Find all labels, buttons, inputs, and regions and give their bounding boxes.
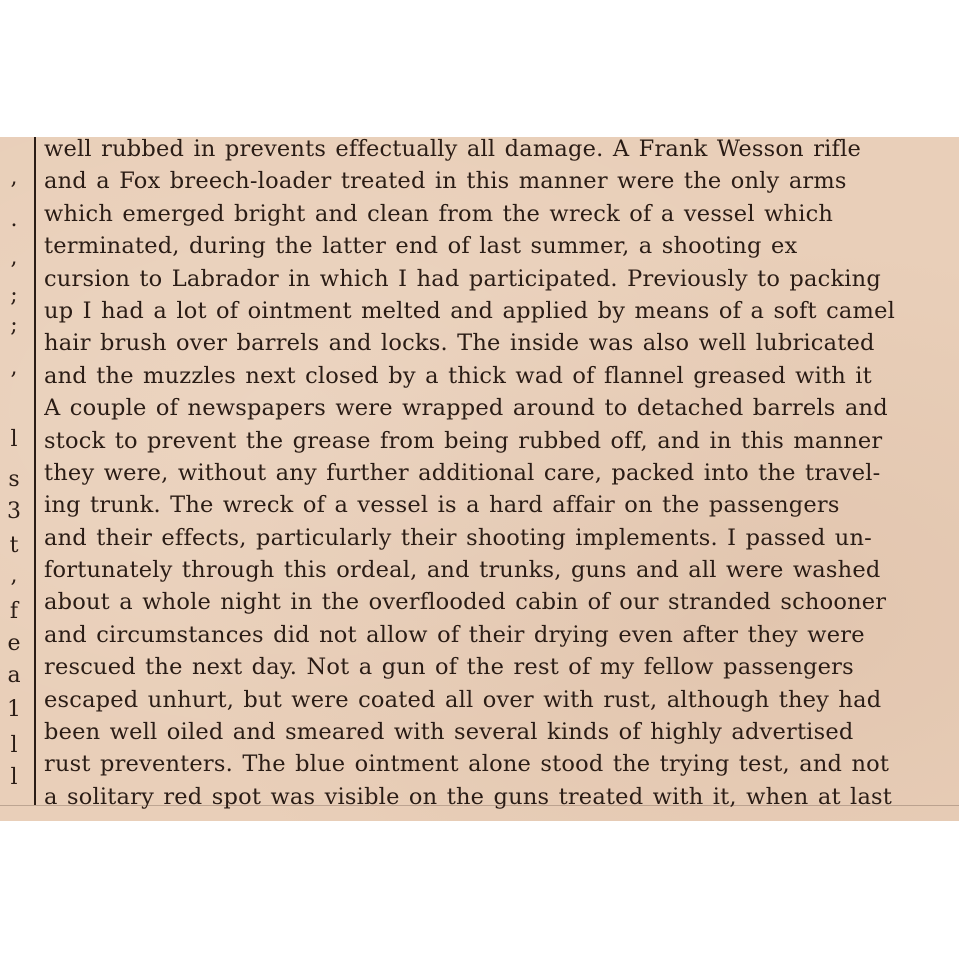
bottom-edge (0, 805, 959, 806)
margin-fragment: l (10, 733, 18, 758)
text-line: ing trunk. The wreck of a vessel is a hard affair on the passengers (44, 492, 840, 519)
text-line: which emerged bright and clean from the wreck of a vessel which (44, 200, 834, 227)
newspaper-clipping (0, 137, 959, 821)
margin-fragment: ; (10, 313, 18, 338)
text-line: about a whole night in the overflooded cabin of our stranded schooner (44, 589, 887, 616)
text-line: and the muzzles next closed by a thick wad of flannel greased with it (44, 362, 872, 389)
text-line: up I had a lot of ointment melted and applied by means of a soft camel (44, 297, 895, 324)
margin-fragment: l (10, 427, 18, 452)
margin-fragment: t (9, 533, 19, 558)
margin-fragment: s (8, 467, 20, 492)
text-line: and a Fox breech-loader treated in this manner were the only arms (44, 168, 847, 195)
text-line: well rubbed in prevents effectually all damage. A Frank Wesson rifle (44, 137, 861, 162)
text-line: fortunately through this ordeal, and trunks, guns and all were washed (44, 557, 881, 584)
margin-fragment: , (10, 355, 18, 380)
text-line: rescued the next day. Not a gun of the rest of my fellow passengers (44, 654, 854, 681)
margin-fragment: a (7, 663, 21, 688)
text-line: and circumstances did not allow of their drying even after they were (44, 621, 865, 648)
text-line: escaped unhurt, but were coated all over with rust, although they had (44, 686, 882, 713)
text-line: hair brush over barrels and locks. The inside was also well lubricated (44, 330, 875, 357)
margin-fragment: 3 (7, 499, 21, 524)
margin-fragment: ; (10, 283, 18, 308)
text-line: A couple of newspapers were wrapped around to detached barrels and (44, 395, 888, 422)
text-line: stock to prevent the grease from being rubbed off, and in this manner (44, 427, 883, 454)
margin-fragment: e (7, 631, 21, 656)
text-line: rust preventers. The blue ointment alone stood the trying test, and not (44, 751, 890, 778)
margin-fragment: , (10, 245, 18, 270)
margin-fragment: . (10, 207, 18, 232)
margin-fragment: 1 (7, 697, 21, 722)
text-line: a solitary red spot was visible on the guns treated with it, when at last (44, 783, 893, 810)
text-line: they were, without any further additional care, packed into the travel- (44, 459, 881, 486)
text-line: been well oiled and smeared with several kinds of highly advertised (44, 719, 854, 746)
text-line: and their effects, particularly their shooting implements. I passed un- (44, 524, 872, 551)
margin-fragment: l (10, 765, 18, 790)
margin-fragment: , (10, 563, 18, 588)
margin-fragment: f (9, 599, 19, 624)
text-line: terminated, during the latter end of last summer, a shooting ex (44, 233, 798, 260)
margin-fragment: , (10, 165, 18, 190)
left-margin-fragments (0, 137, 30, 821)
text-line: cursion to Labrador in which I had participated. Previously to packing (44, 265, 881, 292)
article-text (44, 137, 959, 813)
column-rule (34, 137, 36, 805)
